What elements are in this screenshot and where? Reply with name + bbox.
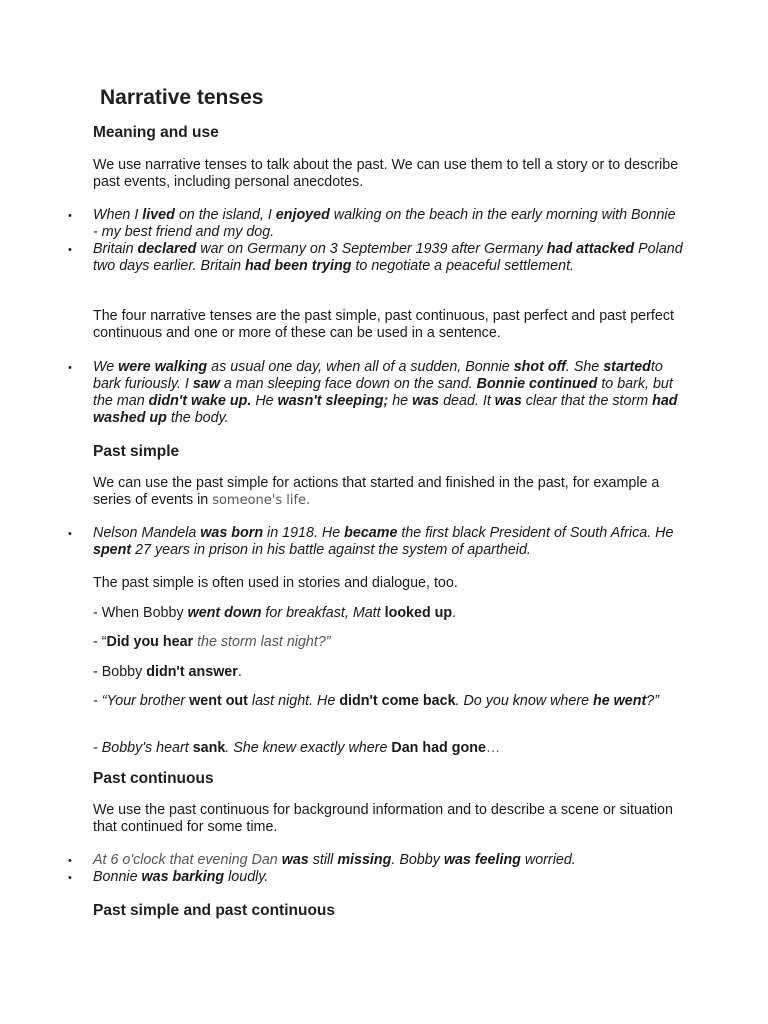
intro-paragraph: We use narrative tenses to talk about the past. We can use them to tell a story or to describe past events, including personal anecdotes. — [93, 157, 679, 190]
bullet-icon: • — [68, 528, 72, 540]
example-dan-missing: At 6 o'clock that evening Dan was still missing. Bobby was feeling worried. — [93, 852, 576, 868]
dialogue-line-4: - “Your brother went out last night. He didn't come back. Do you know where he went?” — [93, 693, 659, 709]
bullet-icon: • — [68, 210, 72, 222]
example-island: When I lived on the island, I enjoyed walking on the beach in the early morning with Bonnie - my best friend and my dog. — [93, 207, 676, 240]
bullet-icon: • — [68, 362, 72, 374]
example-bonnie-barking: Bonnie was barking loudly. — [93, 869, 269, 885]
bullet-icon: • — [68, 855, 72, 867]
dialogue-line-1: - When Bobby went down for breakfast, Matt looked up. — [93, 605, 457, 621]
example-britain: Britain declared war on Germany on 3 September 1939 after Germany had attacked Poland two days earlier. Britain had been trying to negotiate a peaceful settlement. — [93, 241, 683, 274]
dialogue-line-5: - Bobby's heart sank. She knew exactly where Dan had gone… — [93, 740, 501, 756]
stories-paragraph: The past simple is often used in stories and dialogue, too. — [93, 575, 458, 591]
bullet-icon: • — [68, 244, 72, 256]
past-simple-intro: We can use the past simple for actions that started and finished in the past, for example a series of events in someone's life. — [93, 475, 660, 508]
past-continuous-intro: We use the past continuous for background information and to describe a scene or situation that continued for some time. — [93, 802, 673, 835]
dialogue-line-3: - Bobby didn't answer. — [93, 664, 242, 680]
section-heading-past-simple-and-continuous: Past simple and past continuous — [93, 902, 336, 919]
example-bonnie-story: We were walking as usual one day, when all of a sudden, Bonnie shot off. She startedto bark furiously. I saw a man sleeping face down on the sand. Bonnie continued to bark, but the man didn't wake up. He wasn't sleeping; he was dead. It was clear that the storm had washed up the body. — [93, 359, 678, 426]
section-heading-meaning: Meaning and use — [93, 124, 219, 141]
page-title: Narrative tenses — [100, 86, 264, 109]
dialogue-line-2: - “Did you hear the storm last night?” — [93, 634, 331, 650]
section-heading-past-simple: Past simple — [93, 443, 180, 460]
section-heading-past-continuous: Past continuous — [93, 770, 214, 787]
four-tenses-paragraph: The four narrative tenses are the past simple, past continuous, past perfect and past perfect continuous and one or more of these can be used in a sentence. — [93, 308, 674, 341]
example-mandela: Nelson Mandela was born in 1918. He became the first black President of South Africa. He spent 27 years in prison in his battle against the system of apartheid. — [93, 525, 674, 558]
bullet-icon: • — [68, 872, 72, 884]
